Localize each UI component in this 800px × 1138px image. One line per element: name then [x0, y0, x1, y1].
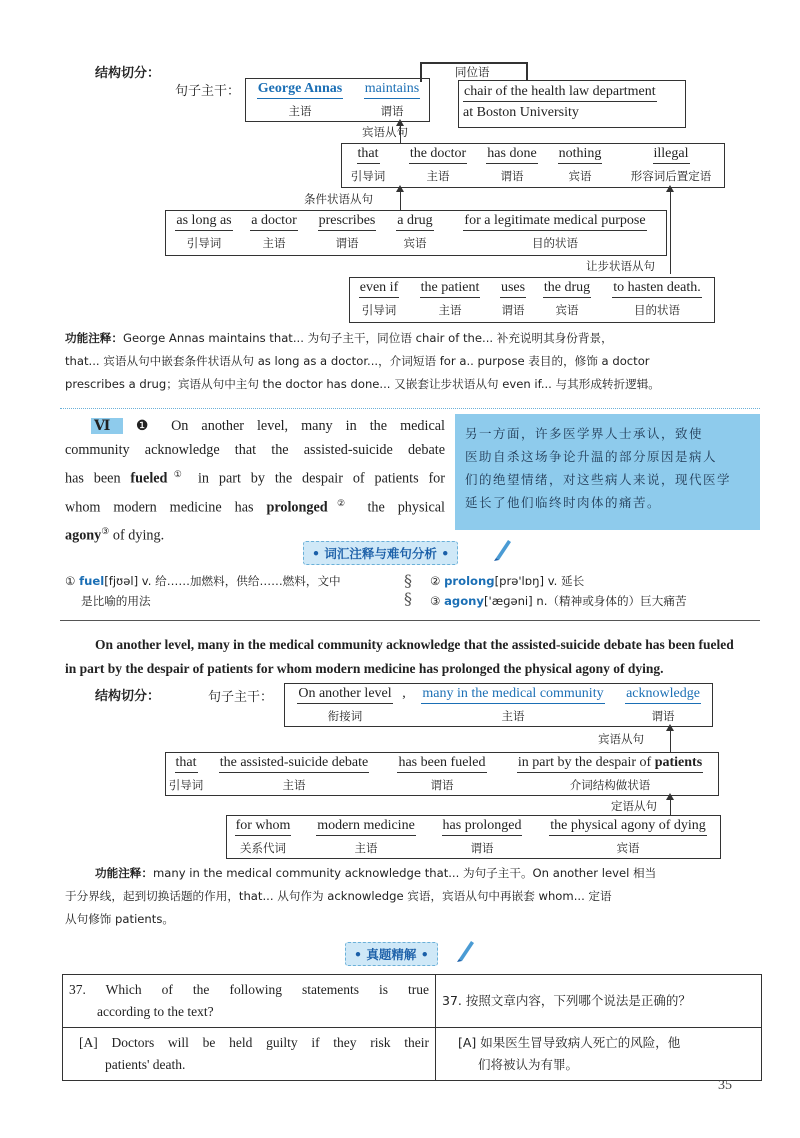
para-line4a: whom modern medicine has	[65, 499, 267, 516]
s2r2-zh-2: 谓语	[430, 778, 454, 792]
s1r2-en-0: that	[357, 146, 380, 164]
option-a-zh-line1: [A] 如果医生冒导致病人死亡的风险，他	[458, 1035, 681, 1050]
para-line2: community acknowledge that the assisted-suicide debate	[65, 442, 445, 458]
conditional-clause-box	[165, 210, 667, 256]
vocab-3-word: agony	[444, 594, 484, 608]
paragraph-vi	[65, 414, 445, 548]
s2r3-zh-3: 宾语	[616, 841, 640, 855]
main-clause-box-2	[284, 683, 713, 727]
s2r2-en-2: has been fueled	[397, 755, 486, 773]
sentence-2-text	[65, 633, 765, 681]
s2m-zh-0: 衔接词	[327, 709, 363, 723]
pen-icon	[492, 536, 514, 562]
question-en-line1: 37. Which of the following statements is true	[69, 982, 429, 997]
s1r4-en-2: uses	[500, 280, 526, 298]
option-a-en-line1: [A] Doctors will be held guilty if they risk their	[79, 1035, 429, 1050]
vocab-2-word: prolong	[444, 574, 495, 588]
s1r3-en-2: prescribes	[318, 213, 377, 231]
main-clause-box	[245, 78, 430, 122]
para-line1: On another level, many in the medical	[171, 418, 445, 434]
vocab-2-num: ②	[430, 574, 441, 588]
role-verb: 谓语	[380, 104, 404, 118]
word-fueled: fueled	[130, 470, 168, 487]
sentence-bullet-icon: ❶	[135, 418, 159, 434]
s2r2-zh-3: 介词结构做状语	[569, 778, 651, 792]
s1r3-zh-4: 目的状语	[532, 236, 578, 250]
vocab-1-def: v. 给……加燃料，供给……燃料，文中	[141, 574, 341, 588]
option-a-zh	[436, 1028, 762, 1081]
structure-heading: 结构切分：	[95, 66, 161, 81]
option-a-zh-line2: 们将被认为有罪。	[478, 1057, 579, 1072]
s1r4-en-0: even if	[359, 280, 399, 298]
subject-george-annas: George Annas	[257, 81, 343, 99]
vocab-1-num: ①	[65, 574, 76, 588]
s2r2-zh-0: 引导词	[168, 778, 204, 792]
s1r4-zh-3: 宾语	[555, 303, 579, 317]
role-subject: 主语	[288, 104, 312, 118]
s1r4-zh-1: 主语	[438, 303, 462, 317]
function-note-2-line2: 于分界线，起到切换话题的作用，that... 从句作为 acknowledge 宾语，宾语从句中再嵌套 whom... 定语	[65, 889, 612, 903]
table-row	[63, 975, 762, 1028]
function-note-2-line1: many in the medical community acknowledge that... 为句子主干。On another level 相当	[152, 866, 657, 880]
s2m-en-1: many in the medical community	[421, 686, 604, 704]
footnote-2: ②	[327, 497, 355, 508]
s1r2-zh-2: 谓语	[500, 169, 524, 183]
s2m-en-2: acknowledge	[625, 686, 701, 704]
function-note-2-line3: 从句修饰 patients。	[65, 912, 174, 926]
vocab-item-1	[65, 571, 395, 611]
vocab-1-def2: 是比喻的用法	[81, 594, 151, 608]
vocab-banner	[303, 541, 458, 565]
para-line3c: in part by the despair of patients for	[188, 470, 446, 487]
question-en	[63, 975, 436, 1028]
word-patients: patients	[654, 755, 703, 770]
object-clause-label-2: 宾语从句	[598, 732, 644, 746]
para-line5c: of dying.	[109, 528, 165, 545]
exam-banner-text: • 真题精解 •	[354, 947, 429, 962]
word-agony: agony	[65, 528, 102, 545]
question-zh: 37. 按照文章内容，下列哪个说法是正确的？	[436, 975, 762, 1028]
appositive-line2: at Boston University	[463, 105, 579, 120]
s2r2-en-0: that	[175, 755, 198, 773]
function-note-label-2: 功能注释：	[95, 866, 153, 880]
structure-heading-2: 结构切分：	[95, 689, 161, 704]
s1r4-en-3: the drug	[543, 280, 591, 298]
cn-line2: 医助自杀这场争论升温的部分原因是病人	[465, 449, 718, 464]
concession-clause-box	[349, 277, 715, 323]
concession-clause-label: 让步状语从句	[586, 259, 655, 273]
vocab-1-word: fuel	[79, 574, 105, 588]
s2m-en-0: On another level	[297, 686, 392, 704]
attributive-clause-box	[226, 815, 721, 859]
footnote-1: ①	[167, 469, 189, 479]
pen-icon-2	[455, 937, 477, 963]
s2r2-zh-1: 主语	[282, 778, 306, 792]
s2r3-en-1: modern medicine	[316, 818, 416, 836]
function-note-1-line2: that... 宾语从句中嵌套条件状语从句 as long as a doctor...，介词短语 for a.. purpose 表目的，修饰 a doctor	[65, 354, 650, 368]
footnote-3: ③	[101, 526, 110, 537]
object-clause-box	[341, 143, 725, 188]
function-note-1-line3: prescribes a drug；宾语从句中主句 the doctor has done... 又嵌套让步状语从句 even if... 与其形成转折逻辑。	[65, 377, 660, 391]
s2-comma: ,	[402, 686, 406, 701]
s2r3-en-0: for whom	[235, 818, 292, 836]
s1r2-zh-3: 宾语	[568, 169, 592, 183]
s1r4-en-4: to hasten death.	[612, 280, 701, 298]
object-clause-box-2	[165, 752, 719, 796]
vocab-3-def: n.（精神或身体的）巨大痛苦	[536, 594, 687, 608]
paragraph-numeral: Ⅵ	[91, 418, 123, 434]
s1r3-en-0: as long as	[175, 213, 232, 231]
main-clause-label: 句子主干：	[175, 84, 241, 99]
s1r2-en-1: the doctor	[409, 146, 467, 164]
conditional-clause-label: 条件状语从句	[304, 192, 373, 206]
exam-banner	[345, 942, 438, 966]
s1r3-zh-3: 宾语	[403, 236, 427, 250]
brace-divider: § §	[404, 571, 412, 608]
vocab-1-ipa: [fjʊəl]	[104, 574, 139, 588]
chinese-translation-box	[455, 414, 760, 530]
s2r3-en-3: the physical agony of dying	[549, 818, 707, 836]
function-note-1	[65, 327, 765, 396]
s1r3-zh-0: 引导词	[186, 236, 222, 250]
vocab-2-ipa: [prə'lɒŋ]	[494, 574, 544, 588]
s2m-zh-2: 谓语	[651, 709, 675, 723]
s1r4-zh-0: 引导词	[361, 303, 397, 317]
s1r3-zh-1: 主语	[262, 236, 286, 250]
function-note-label: 功能注释：	[65, 331, 123, 345]
vocab-banner-text: • 词汇注释与难句分析 •	[312, 546, 450, 561]
question-en-line2: according to the text?	[97, 1004, 214, 1019]
s2r3-en-2: has prolonged	[442, 818, 523, 836]
s1r2-zh-1: 主语	[426, 169, 450, 183]
question-table	[62, 974, 762, 1081]
cn-line4: 延长了他们临终时肉体的痛苦。	[465, 495, 662, 510]
table-row	[63, 1028, 762, 1081]
s1r4-zh-2: 谓语	[501, 303, 525, 317]
function-note-2	[65, 862, 765, 931]
vocab-items-2-3	[430, 571, 760, 611]
option-a-en-line2: patients' death.	[105, 1057, 186, 1072]
s1r3-en-4: for a legitimate medical purpose	[463, 213, 646, 231]
s2r3-zh-1: 主语	[354, 841, 378, 855]
vocab-2-def: v. 延长	[547, 574, 585, 588]
appositive-line1: chair of the health law department	[463, 84, 657, 102]
vocab-3-ipa: ['æɡəni]	[484, 594, 533, 608]
option-a-en	[63, 1028, 436, 1081]
attributive-clause-label: 定语从句	[611, 799, 657, 813]
sentence-2-line1: On another level, many in the medical community acknowledge that the assisted-suicide debate has been fueled	[95, 637, 734, 652]
s1r2-en-2: has done	[486, 146, 537, 164]
divider	[60, 408, 760, 409]
s2r3-zh-0: 关系代词	[240, 841, 286, 855]
s2r2-en-3: in part by the despair of	[517, 755, 655, 770]
s1r2-zh-4: 形容词后置定语	[630, 169, 712, 183]
appositive-box	[458, 80, 686, 128]
s1r3-zh-2: 谓语	[335, 236, 359, 250]
para-line3a: has been	[65, 470, 131, 487]
s1r2-zh-0: 引导词	[350, 169, 386, 183]
s2m-zh-1: 主语	[501, 709, 525, 723]
function-note-1-line1: George Annas maintains that... 为句子主干，同位语 chair of the... 补充说明其身份背景，	[122, 331, 613, 345]
cn-line1: 另一方面，许多医学界人士承认，致使	[465, 426, 704, 441]
s1r3-en-1: a doctor	[250, 213, 297, 231]
s2r3-zh-2: 谓语	[470, 841, 494, 855]
s1r2-en-4: illegal	[653, 146, 690, 164]
s1r4-en-1: the patient	[420, 280, 481, 298]
s1r4-zh-4: 目的状语	[634, 303, 680, 317]
para-line4c: the physical	[354, 499, 445, 516]
s2r2-en-1: the assisted-suicide debate	[219, 755, 370, 773]
sentence-2-line2: in part by the despair of patients for whom modern medicine has prolonged the physical agony of dying.	[65, 661, 664, 676]
main-clause-label-2: 句子主干：	[208, 690, 274, 705]
appositive-label: 同位语	[455, 65, 490, 79]
s1r3-en-3: a drug	[396, 213, 433, 231]
cn-line3: 们的绝望情绪，对这些病人来说，现代医学	[465, 472, 732, 487]
object-clause-label: 宾语从句	[362, 125, 408, 139]
word-prolonged: prolonged	[266, 499, 328, 516]
page-number: 35	[718, 1078, 732, 1093]
vocab-3-num: ③	[430, 594, 441, 608]
verb-maintains: maintains	[364, 81, 420, 99]
s1r2-en-3: nothing	[558, 146, 603, 164]
section-divider	[60, 620, 760, 621]
